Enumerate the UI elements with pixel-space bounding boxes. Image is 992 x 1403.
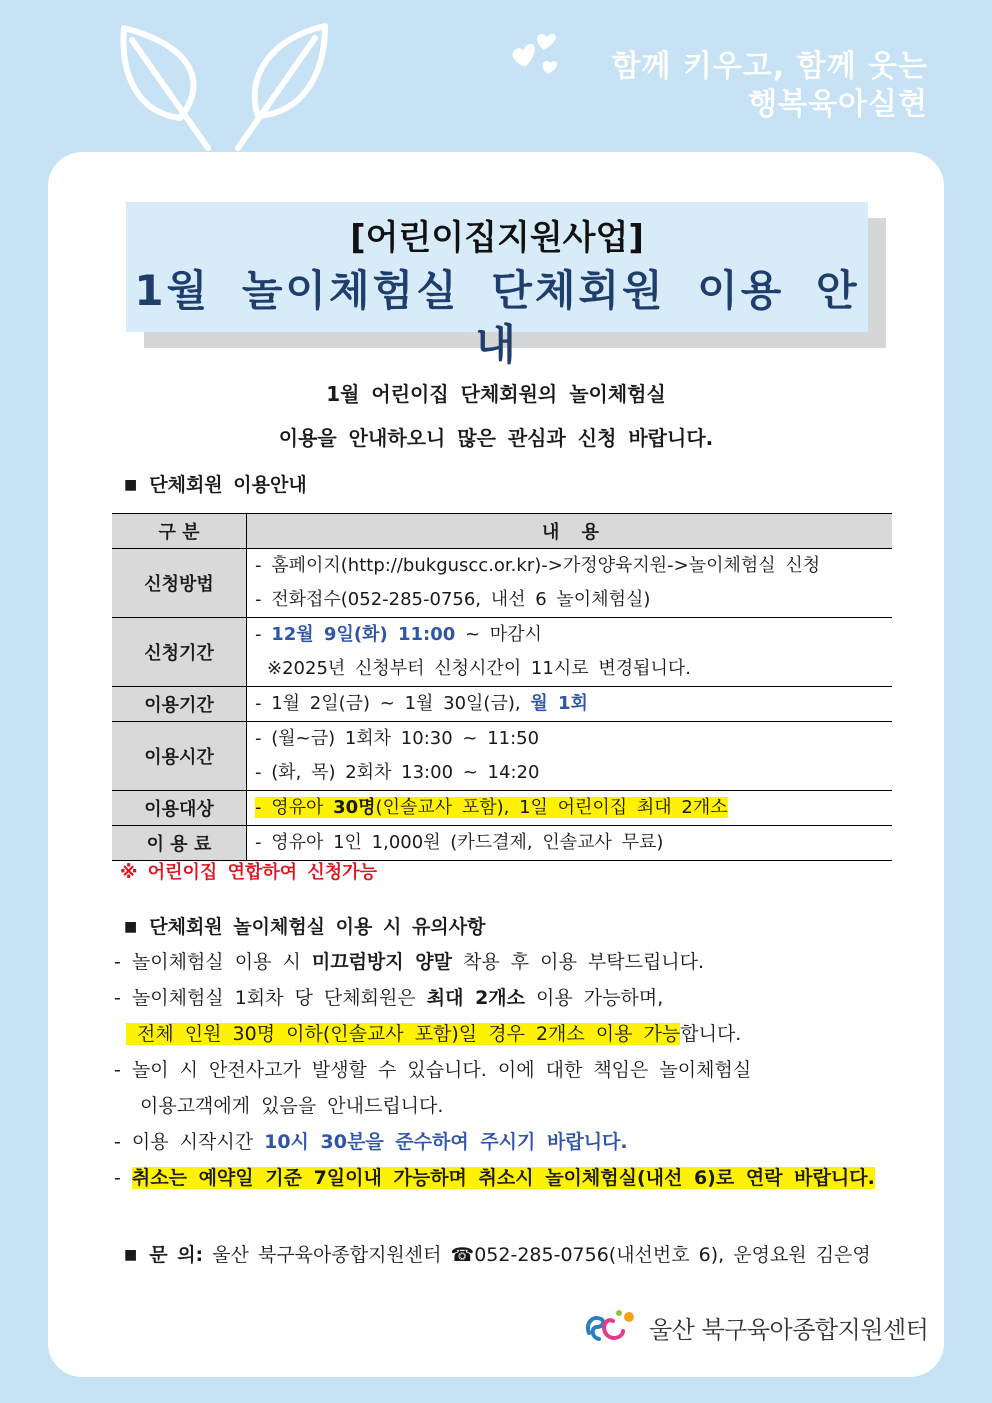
table-row xyxy=(112,549,892,618)
apply-period-notice: ※2025년 신청부터 신청시간이 11시로 변경됩니다. xyxy=(267,658,691,679)
row-label-apply-period: 신청기간 xyxy=(112,618,247,687)
row-content-fee xyxy=(247,826,893,861)
cancellation-notice: 취소는 예약일 기준 7일이내 가능하며 취소시 놀이체험실(내선 6)로 연락 바랍니다. xyxy=(131,1167,875,1189)
title-box xyxy=(126,202,868,369)
table-row xyxy=(112,687,892,722)
capacity-highlight xyxy=(126,1023,680,1045)
use-frequency: 월 1회 xyxy=(530,693,588,714)
list-item: - 놀이 시 안전사고가 발생할 수 있습니다. 이에 대한 책임은 놀이체험실 xyxy=(114,1059,752,1081)
center-logo-icon xyxy=(583,1307,639,1347)
page-title: 1월 놀이체험실 단체회원 이용 안내 xyxy=(134,266,860,369)
emphasis-max-centers: 최대 2개소 xyxy=(426,987,526,1009)
row-label-fee: 이 용 료 xyxy=(112,826,247,861)
row-label-target: 이용대상 xyxy=(112,791,247,826)
fee-text: - 영유아 1인 1,000원 (카드결제, 인솔교사 무료) xyxy=(255,832,664,853)
apply-method-web: - 홈페이지(http://bukguscc.or.kr)->가정양육지원->놀이체험실 신청 xyxy=(255,555,821,576)
emphasis-socks: 미끄럼방지 양말 xyxy=(311,951,452,973)
title-category: [어린이집지원사업] xyxy=(350,218,644,258)
target-count: 30명 xyxy=(333,797,376,818)
text-suffix: 착용 후 이용 부탁드립니다. xyxy=(451,951,705,973)
text-prefix: - 놀이체험실 이용 시 xyxy=(114,951,312,973)
header-content: 내 용 xyxy=(247,514,893,549)
contact-info xyxy=(124,1240,871,1267)
bullet-square-icon: ■ xyxy=(124,477,138,493)
text-suffix: (인솔교사 포함), 1일 어린이집 최대 2개소 xyxy=(375,797,728,818)
table-row xyxy=(112,722,892,791)
hearts-icon xyxy=(508,26,578,76)
leaf-decoration-icon xyxy=(110,18,340,158)
use-period-dates xyxy=(255,687,892,721)
use-time-session-1: - (월~금) 1회차 10:30 ~ 11:50 xyxy=(255,728,540,749)
table-header-row xyxy=(112,514,892,549)
intro-line-1: 1월 어린이집 단체회원의 놀이체험실 xyxy=(326,382,666,406)
start-time-notice: 10시 30분을 준수하여 주시기 바랍니다. xyxy=(264,1131,628,1153)
intro-line-2: 이용을 안내하오니 많은 관심과 신청 바랍니다. xyxy=(278,426,714,450)
slogan xyxy=(611,48,928,124)
contact-label: 문 의: xyxy=(149,1244,204,1266)
use-time-session-2: - (화, 목) 2회차 13:00 ~ 14:20 xyxy=(255,762,540,783)
row-label-use-time: 이용시간 xyxy=(112,722,247,791)
row-content-apply-method xyxy=(247,549,893,618)
center-logo-text: 울산 북구육아종합지원센터 xyxy=(649,1315,929,1344)
list-item xyxy=(114,1124,875,1160)
apply-period-date xyxy=(255,618,892,652)
row-label-use-period: 이용기간 xyxy=(112,687,247,722)
joint-application-note: ※ 어린이집 연합하여 신청가능 xyxy=(120,862,377,883)
row-label-apply-method: 신청방법 xyxy=(112,549,247,618)
precautions-list xyxy=(114,944,875,1196)
row-content-use-time xyxy=(247,722,893,791)
row-content-apply-period xyxy=(247,618,893,687)
table-row xyxy=(112,826,892,861)
table-row xyxy=(112,791,892,826)
table-row xyxy=(112,618,892,687)
apply-start-datetime: 12월 9일(화) 11:00 xyxy=(271,624,456,645)
slogan-line-2: 행복육아실현 xyxy=(748,87,928,122)
capacity-text: 전체 인원 30명 이하(인솔교사 포함)일 경우 2개소 이용 가능 xyxy=(137,1023,681,1045)
target-highlight xyxy=(255,797,728,818)
usage-info-table xyxy=(112,513,892,861)
list-item xyxy=(114,1016,875,1052)
section-precautions xyxy=(124,912,485,939)
header-category: 구 분 xyxy=(112,514,247,549)
section-usage-title: 단체회원 이용안내 xyxy=(149,474,307,496)
target-text xyxy=(255,791,892,825)
row-content-use-period xyxy=(247,687,893,722)
section-precautions-title: 단체회원 놀이체험실 이용 시 유의사항 xyxy=(149,916,486,938)
text-suffix: ~ 마감시 xyxy=(455,624,542,645)
apply-method-phone: - 전화접수(052-285-0756, 내선 6 놀이체험실) xyxy=(255,589,651,610)
text-prefix: - xyxy=(255,624,272,645)
slogan-line-1: 함께 키우고, 함께 웃는 xyxy=(611,49,928,84)
bullet-square-icon: ■ xyxy=(124,1247,138,1263)
text-prefix: - 1월 2일(금) ~ 1월 30일(금), xyxy=(255,693,531,714)
list-item xyxy=(114,980,875,1016)
section-usage-guide xyxy=(124,470,307,497)
text-prefix: - 이용 시작시간 xyxy=(114,1131,265,1153)
contact-text: 울산 북구육아종합지원센터 ☎052-285-0756(내선번호 6), 운영요원 김은영 xyxy=(212,1244,871,1266)
text-prefix: - 영유아 xyxy=(255,797,334,818)
text-prefix: - 놀이체험실 1회차 당 단체회원은 xyxy=(114,987,427,1009)
text-suffix: 이용 가능하며, xyxy=(525,987,664,1009)
list-item: 이용고객에게 있음을 안내드립니다. xyxy=(140,1095,444,1117)
text-suffix: 합니다. xyxy=(680,1023,742,1045)
center-logo xyxy=(583,1307,928,1347)
bullet-square-icon: ■ xyxy=(124,919,138,935)
text-prefix: - xyxy=(114,1167,132,1189)
list-item xyxy=(114,944,875,980)
row-content-target xyxy=(247,791,893,826)
list-item xyxy=(114,1160,875,1196)
